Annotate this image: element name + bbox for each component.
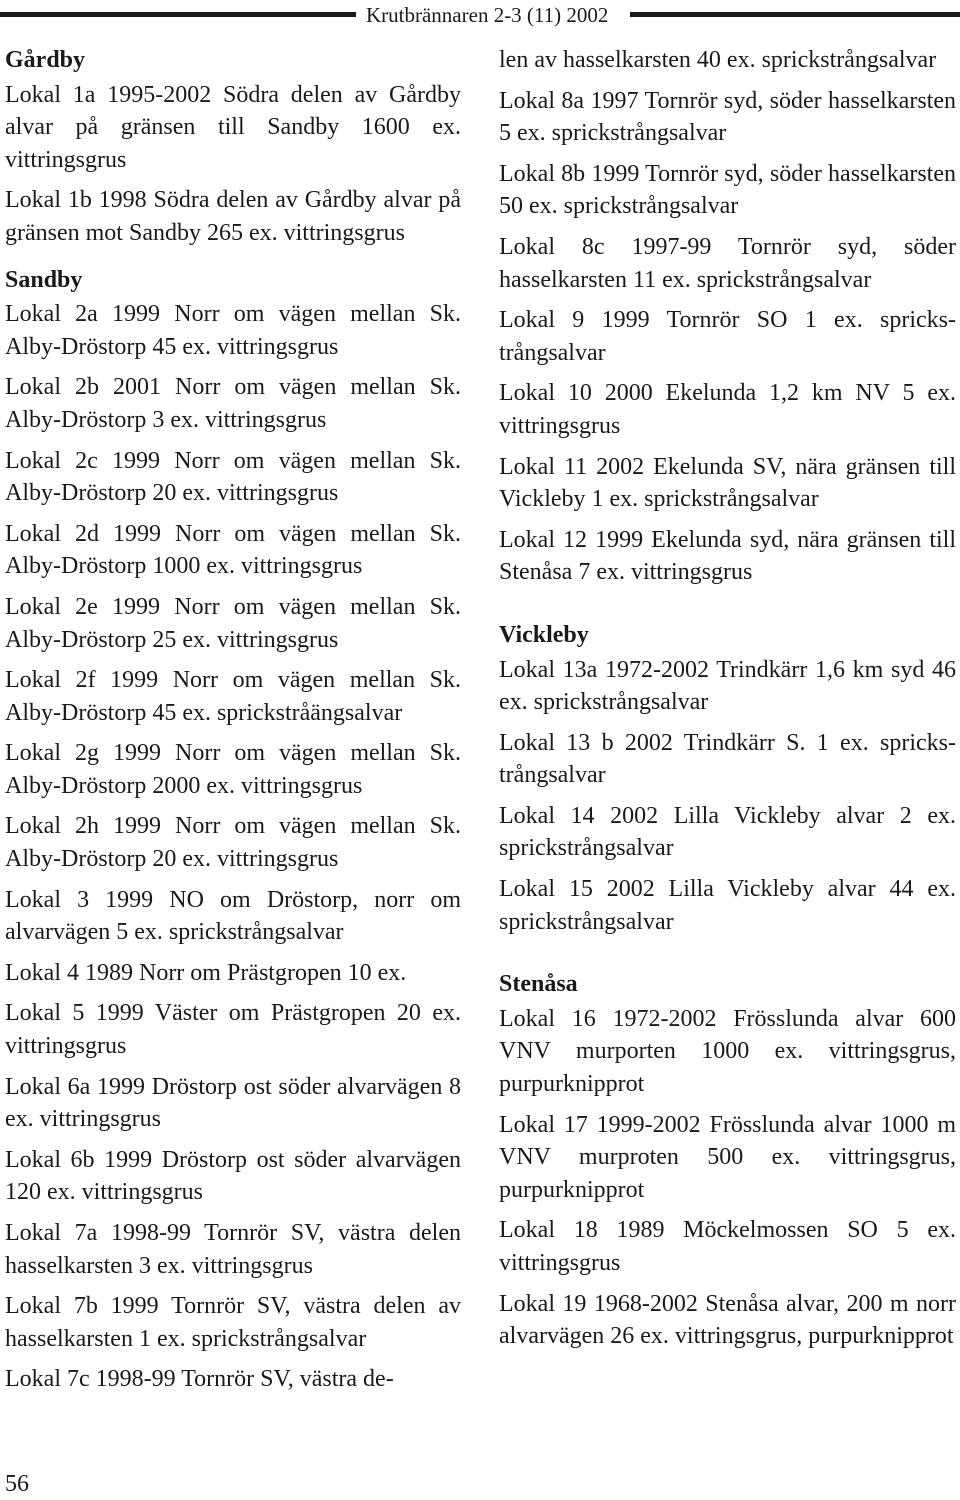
locality-entry: Lokal 10 2000 Ekelunda 1,2 km NV 5 ex. vittringsgrus <box>499 380 956 439</box>
locality-entry: Lokal 13a 1972-2002 Trindkärr 1,6 km syd 46 ex. sprickstrångsalvar <box>499 656 956 716</box>
locality-entry: Lokal 2c 1999 Norr om vägen mellan Sk. Alby-Dröstorp 20 ex. vittringsgrus <box>5 447 461 507</box>
section-gap <box>499 597 956 619</box>
locality-entry: Lokal 18 1989 Möckelmossen SO 5 ex. vittringsgrus <box>499 1217 956 1276</box>
locality-entry: Lokal 12 1999 Ekelunda syd, nära gränsen till Stenåsa 7 ex. vittringsgrus <box>499 526 956 586</box>
locality-entry: Lokal 8b 1999 Tornrör syd, söder hasselkarsten 50 ex. sprickstrångsalvar <box>499 160 956 220</box>
locality-entry: Lokal 1b 1998 Södra delen av Gårdby alvar på gränsen mot Sandby 265 ex. vittringsgrus <box>5 187 461 246</box>
locality-entry: Lokal 2f 1999 Norr om vägen mellan Sk. Alby-Dröstorp 45 ex. sprickstråängsalvar <box>5 667 461 726</box>
locality-entry: Lokal 14 2002 Lilla Vickleby alvar 2 ex. sprickstrångsalvar <box>499 802 956 862</box>
header-rule-left <box>0 12 356 17</box>
locality-entry: Lokal 2e 1999 Norr om vägen mellan Sk. Alby-Dröstorp 25 ex. vittringsgrus <box>5 593 461 653</box>
section-heading: Vickleby <box>499 621 589 648</box>
locality-entry: Lokal 2g 1999 Norr om vägen mellan Sk. Alby-Dröstorp 2000 ex. vittringsgrus <box>5 740 461 799</box>
section-gap <box>499 946 956 968</box>
locality-entry: Lokal 7a 1998-99 Tornrör SV, västra delen hasselkarsten 3 ex. vittringsgrus <box>5 1220 461 1279</box>
locality-entry: Lokal 8a 1997 Tornrör syd, söder hasselkarsten 5 ex. sprickstrångsalvar <box>499 87 956 147</box>
section-heading: Sandby <box>5 266 83 293</box>
locality-entry: Lokal 9 1999 Tornrör SO 1 ex. sprickstrångsalvar <box>499 307 956 366</box>
locality-entry: len av hasselkarsten 40 ex. sprickstrångsalvar <box>499 47 937 73</box>
locality-entry: Lokal 15 2002 Lilla Vickleby alvar 44 ex. sprickstrångsalvar <box>499 876 956 935</box>
locality-entry: Lokal 4 1989 Norr om Prästgropen 10 ex. <box>5 959 407 986</box>
page-number: 56 <box>5 1471 29 1497</box>
locality-entry: Lokal 1a 1995-2002 Södra delen av Gårdby alvar på gränsen till Sandby 1600 ex. vittringsgrus <box>5 81 461 173</box>
locality-entry: Lokal 5 1999 Väster om Prästgropen 20 ex. vittringsgrus <box>5 1000 461 1060</box>
locality-entry: Lokal 3 1999 NO om Dröstorp, norr om alvarvägen 5 ex. sprickstrångsalvar <box>5 886 461 946</box>
locality-entry: Lokal 2a 1999 Norr om vägen mellan Sk. Alby-Dröstorp 45 ex. vittringsgrus <box>5 301 461 360</box>
locality-entry: Lokal 2h 1999 Norr om vägen mellan Sk. Alby-Dröstorp 20 ex. vittringsgrus <box>5 813 461 873</box>
locality-entry: Lokal 8c 1997-99 Tornrör syd, söder hasselkarsten 11 ex. sprickstrångsalvar <box>499 233 956 293</box>
locality-entry: Lokal 11 2002 Ekelunda SV, nära gränsen till Vickleby 1 ex. sprickstrångsalvar <box>499 453 956 513</box>
section-heading: Gårdby <box>5 47 86 73</box>
locality-entry: Lokal 13 b 2002 Trindkärr S. 1 ex. sprickstrångsalvar <box>499 729 956 789</box>
journal-title: Krutbrännaren 2-3 (11) 2002 <box>366 3 609 27</box>
locality-entry: Lokal 19 1968-2002 Stenåsa alvar, 200 m norr alvarvägen 26 ex. vittringsgrus, purpurknipprot <box>499 1290 956 1350</box>
locality-entry: Lokal 17 1999-2002 Frösslunda alvar 1000 m VNV murproten 500 ex. vittringsgrus, purpurknipprot <box>499 1111 956 1203</box>
locality-entry: Lokal 7c 1998-99 Tornrör SV, västra de- <box>5 1366 394 1393</box>
locality-entry: Lokal 7b 1999 Tornrör SV, västra delen av hasselkarsten 1 ex. sprickstrångsalvar <box>5 1293 461 1352</box>
running-header <box>0 0 960 34</box>
left-column <box>5 44 461 1404</box>
locality-entry: Lokal 2d 1999 Norr om vägen mellan Sk. Alby-Dröstorp 1000 ex. vittringsgrus <box>5 520 461 580</box>
locality-entry: Lokal 6b 1999 Dröstorp ost söder alvarvägen 120 ex. vittringsgrus <box>5 1146 461 1206</box>
locality-entry: Lokal 6a 1999 Dröstorp ost söder alvarvägen 8 ex. vittringsgrus <box>5 1073 461 1133</box>
locality-entry: Lokal 16 1972-2002 Frösslunda alvar 600 VNV murporten 1000 ex. vittringsgrus, purpurknipprot <box>499 1005 956 1098</box>
header-rule-right <box>630 12 960 17</box>
right-column <box>499 44 956 1361</box>
locality-entry: Lokal 2b 2001 Norr om vägen mellan Sk. Alby-Dröstorp 3 ex. vittringsgrus <box>5 374 461 433</box>
section-heading: Stenåsa <box>499 971 578 998</box>
